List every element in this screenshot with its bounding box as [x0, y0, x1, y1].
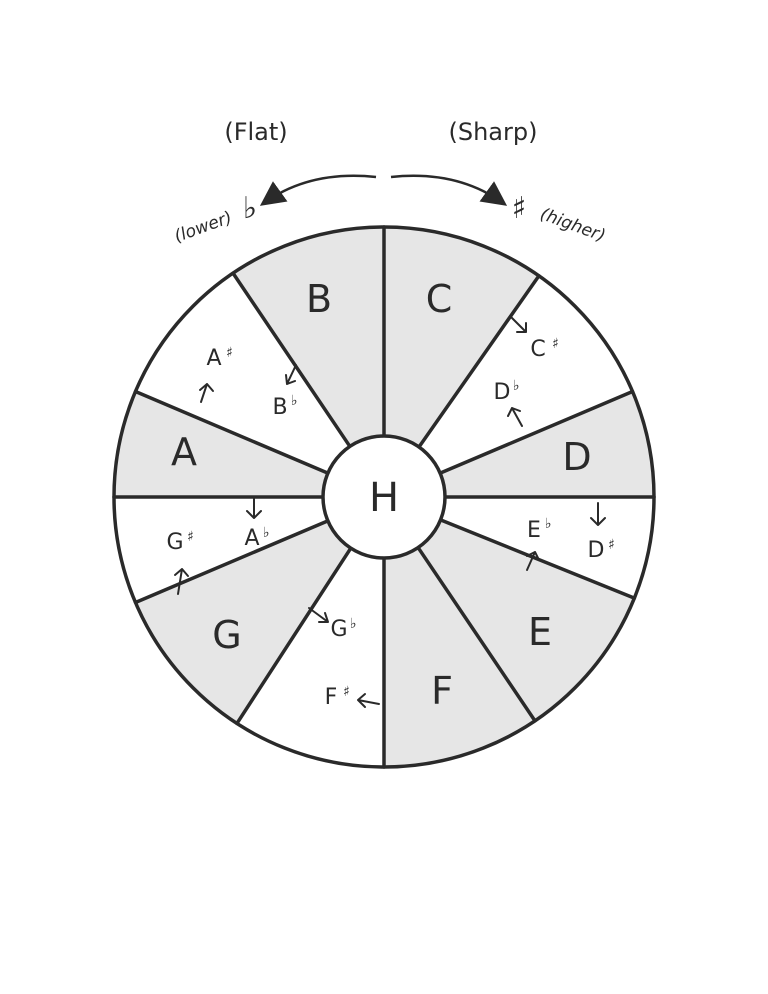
- svg-text:♯: ♯: [226, 345, 233, 361]
- sharp-label: (Sharp): [448, 118, 538, 146]
- svg-text:♯: ♯: [343, 684, 350, 700]
- flat-symbol: ♭: [242, 191, 258, 226]
- svg-text:♭: ♭: [350, 616, 357, 632]
- svg-text:C: C: [530, 337, 546, 362]
- note-a: A: [171, 430, 197, 474]
- lower-label: (lower): [171, 207, 235, 247]
- note-c: C: [425, 277, 453, 321]
- higher-label: (higher): [537, 204, 608, 247]
- sharp-symbol: ♯: [511, 191, 527, 226]
- svg-text:G: G: [330, 617, 348, 642]
- svg-text:♭: ♭: [291, 393, 298, 409]
- sharp-direction-arrow: [391, 176, 503, 203]
- note-e: E: [527, 610, 553, 654]
- center-label: H: [368, 475, 400, 521]
- svg-text:♭: ♭: [545, 516, 552, 532]
- svg-text:D: D: [493, 380, 511, 405]
- svg-text:G: G: [166, 530, 184, 555]
- note-d: D: [562, 435, 592, 479]
- svg-text:♯: ♯: [552, 336, 559, 352]
- note-g: G: [212, 613, 242, 657]
- svg-text:♯: ♯: [608, 537, 615, 553]
- svg-text:♭: ♭: [513, 378, 520, 394]
- svg-text:E: E: [527, 518, 541, 543]
- svg-text:♭: ♭: [263, 525, 270, 541]
- svg-text:A: A: [206, 346, 222, 371]
- svg-text:B: B: [272, 395, 288, 420]
- svg-text:F: F: [324, 685, 338, 710]
- svg-text:D: D: [587, 538, 605, 563]
- note-f: F: [431, 669, 453, 713]
- flat-label: (Flat): [224, 118, 288, 146]
- note-b: B: [305, 277, 333, 321]
- flat-direction-arrow: [264, 176, 376, 203]
- svg-text:A: A: [244, 526, 260, 551]
- svg-text:♯: ♯: [187, 529, 194, 545]
